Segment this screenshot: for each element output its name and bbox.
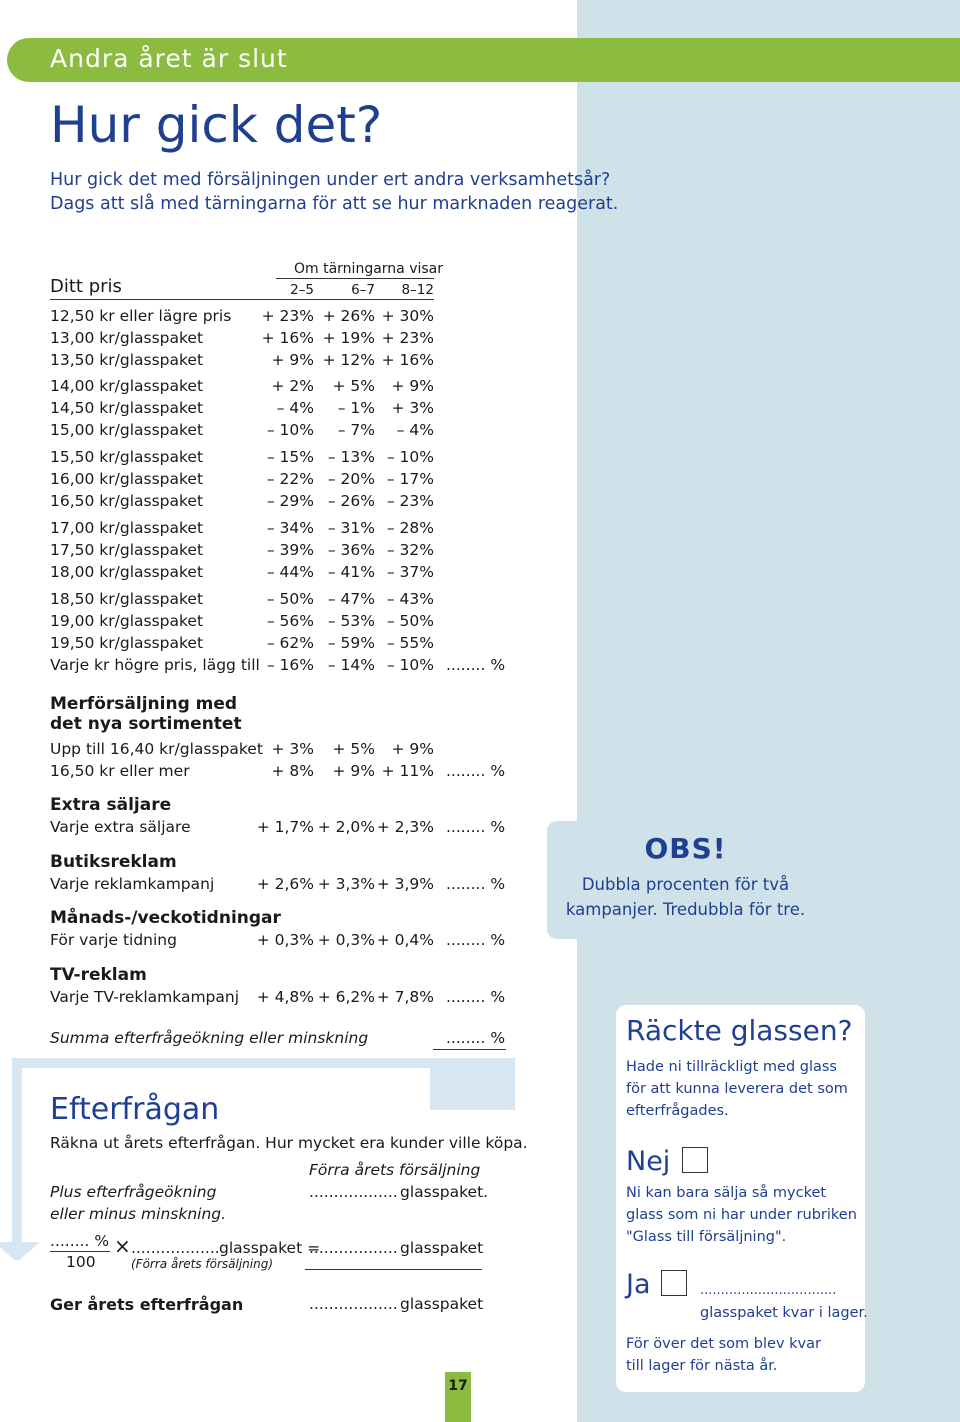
price-row-value: – 55% bbox=[386, 634, 434, 652]
price-row-value: + 9% bbox=[391, 377, 434, 395]
price-row-value: + 19% bbox=[322, 329, 375, 347]
merf-row-value: + 9% bbox=[332, 762, 375, 780]
intro-line-2: Dags att slå med tärningarna för att se hur marknaden reagerat. bbox=[50, 194, 619, 214]
manad-value: + 0,3% bbox=[317, 931, 375, 949]
column-header: 8–12 bbox=[401, 282, 434, 298]
price-row-value: – 15% bbox=[266, 448, 314, 466]
obs-title: OBS! bbox=[644, 832, 727, 865]
result-unit: glasspaket bbox=[400, 1239, 484, 1257]
obs-line-2: kampanjer. Tredubbla för tre. bbox=[565, 900, 806, 919]
blank-percent: ........ % bbox=[446, 818, 506, 836]
price-row-value: – 50% bbox=[266, 590, 314, 608]
blank-percent: ........ % bbox=[446, 762, 506, 780]
tv-heading: TV-reklam bbox=[50, 965, 147, 985]
card-title: Räckte glassen? bbox=[626, 1014, 853, 1047]
blank-percent: ........ % bbox=[446, 875, 506, 893]
price-row-value: – 34% bbox=[266, 519, 314, 537]
price-row-value: + 30% bbox=[381, 307, 434, 325]
price-row-value: – 14% bbox=[327, 656, 375, 674]
price-row-value: – 28% bbox=[386, 519, 434, 537]
ger-label: Ger årets efterfrågan bbox=[50, 1295, 244, 1314]
column-header: 6–7 bbox=[351, 282, 375, 298]
price-row-value: + 2% bbox=[271, 377, 314, 395]
extra-label: Varje extra säljare bbox=[50, 818, 191, 836]
price-row-value: – 59% bbox=[327, 634, 375, 652]
price-row-value: – 50% bbox=[386, 612, 434, 630]
price-row-value: – 10% bbox=[266, 421, 314, 439]
efter-title: Efterfrågan bbox=[50, 1092, 220, 1127]
price-row-label: 17,50 kr/glasspaket bbox=[50, 541, 204, 559]
efter-desc: Räkna ut årets efterfrågan. Hur mycket era kunder ville köpa. bbox=[50, 1134, 528, 1152]
foot-2: till lager för nästa år. bbox=[626, 1358, 778, 1374]
merf-row-value: + 8% bbox=[271, 762, 314, 780]
tv-label: Varje TV-reklamkampanj bbox=[50, 988, 240, 1006]
dice-header: Om tärningarna visar bbox=[294, 261, 444, 277]
merf-row-value: + 9% bbox=[391, 740, 434, 758]
price-row-value: – 10% bbox=[386, 656, 434, 674]
price-row-label: 18,50 kr/glasspaket bbox=[50, 590, 204, 608]
extra-value: + 2,3% bbox=[376, 818, 434, 836]
intro-line-1: Hur gick det med försäljningen under ert andra verksamhetsår? bbox=[50, 170, 611, 190]
price-row-value: – 20% bbox=[327, 470, 375, 488]
merf-row-value: + 5% bbox=[332, 740, 375, 758]
price-row-label: Varje kr högre pris, lägg till bbox=[50, 656, 260, 674]
price-row-value: + 23% bbox=[381, 329, 434, 347]
butik-value: + 3,9% bbox=[376, 875, 434, 893]
card-q-3: efterfrågades. bbox=[626, 1103, 729, 1119]
price-row-value: – 1% bbox=[337, 399, 375, 417]
blank-percent: ........ % bbox=[446, 931, 506, 949]
manad-label: För varje tidning bbox=[50, 931, 177, 949]
price-row-value: – 39% bbox=[266, 541, 314, 559]
price-row-value: + 5% bbox=[332, 377, 375, 395]
page-title: Hur gick det? bbox=[50, 96, 383, 154]
price-row-value: – 4% bbox=[276, 399, 314, 417]
price-row-value: – 13% bbox=[327, 448, 375, 466]
price-row-value: – 22% bbox=[266, 470, 314, 488]
ja-checkbox[interactable] bbox=[661, 1270, 687, 1296]
price-row-value: – 16% bbox=[266, 656, 314, 674]
blank-percent: ........ % bbox=[446, 988, 506, 1006]
price-row-value: + 9% bbox=[271, 351, 314, 369]
table-header-rule bbox=[50, 299, 434, 300]
price-row-label: 15,50 kr/glasspaket bbox=[50, 448, 204, 466]
price-row-value: – 31% bbox=[327, 519, 375, 537]
merf-row-value: + 11% bbox=[381, 762, 434, 780]
forra-label: Förra årets försäljning bbox=[309, 1161, 481, 1179]
price-row-label: 14,00 kr/glasspaket bbox=[50, 377, 204, 395]
price-row-label: 12,50 kr eller lägre pris bbox=[50, 307, 232, 325]
price-row-label: 14,50 kr/glasspaket bbox=[50, 399, 204, 417]
pct-numerator: ........ % bbox=[50, 1232, 110, 1250]
merf-heading-1: Merförsäljning med bbox=[50, 694, 238, 714]
merf-row-label: 16,50 kr eller mer bbox=[50, 762, 190, 780]
price-row-value: + 23% bbox=[261, 307, 314, 325]
extra-value: + 1,7% bbox=[256, 818, 314, 836]
plus-label: Plus efterfrågeökning bbox=[50, 1183, 217, 1201]
butik-label: Varje reklamkampanj bbox=[50, 875, 215, 893]
forra-dots: .................. bbox=[309, 1183, 398, 1201]
arrow-shape bbox=[0, 1050, 520, 1260]
butik-value: + 3,3% bbox=[317, 875, 375, 893]
times-sign: × bbox=[114, 1234, 131, 1258]
butik-heading: Butiksreklam bbox=[50, 852, 177, 872]
price-row-value: – 23% bbox=[386, 492, 434, 510]
price-row-label: 15,00 kr/glasspaket bbox=[50, 421, 204, 439]
price-row-value: – 32% bbox=[386, 541, 434, 559]
ger-dots: .................. bbox=[309, 1295, 398, 1313]
result-rule bbox=[305, 1269, 482, 1270]
ja-text: glasspaket kvar i lager. bbox=[700, 1305, 868, 1321]
price-row-value: – 10% bbox=[386, 448, 434, 466]
price-row-label: 19,50 kr/glasspaket bbox=[50, 634, 204, 652]
merf-heading-2: det nya sortimentet bbox=[50, 714, 242, 734]
extra-heading: Extra säljare bbox=[50, 795, 172, 815]
price-row-value: – 36% bbox=[327, 541, 375, 559]
manad-value: + 0,3% bbox=[256, 931, 314, 949]
price-row-value: – 43% bbox=[386, 590, 434, 608]
price-row-label: 18,00 kr/glasspaket bbox=[50, 563, 204, 581]
calc-dots: .................. bbox=[131, 1239, 220, 1257]
price-row-value: – 47% bbox=[327, 590, 375, 608]
nej-label: Nej bbox=[626, 1146, 671, 1177]
manad-value: + 0,4% bbox=[376, 931, 434, 949]
nej-checkbox[interactable] bbox=[682, 1147, 708, 1173]
manad-heading: Månads-/veckotidningar bbox=[50, 908, 281, 928]
price-row-value: – 56% bbox=[266, 612, 314, 630]
nej-text-2: glass som ni har under rubriken bbox=[626, 1207, 857, 1223]
minus-label: eller minus minskning. bbox=[50, 1205, 227, 1223]
summa-rule bbox=[433, 1049, 506, 1050]
price-row-value: – 44% bbox=[266, 563, 314, 581]
forra-unit: glasspaket. bbox=[400, 1183, 489, 1201]
price-row-label: 16,50 kr/glasspaket bbox=[50, 492, 204, 510]
column-header: 2–5 bbox=[290, 282, 314, 298]
price-row-value: – 7% bbox=[337, 421, 375, 439]
merf-row-value: + 3% bbox=[271, 740, 314, 758]
blank-percent: ........ % bbox=[446, 656, 506, 674]
nej-text-1: Ni kan bara sälja så mycket bbox=[626, 1185, 827, 1201]
tv-value: + 4,8% bbox=[256, 988, 314, 1006]
price-row-value: – 17% bbox=[386, 470, 434, 488]
price-row-label: 16,00 kr/glasspaket bbox=[50, 470, 204, 488]
price-row-value: + 12% bbox=[322, 351, 375, 369]
extra-value: + 2,0% bbox=[317, 818, 375, 836]
nej-text-3: "Glass till försäljning". bbox=[626, 1229, 787, 1245]
banner-title: Andra året är slut bbox=[50, 44, 288, 73]
price-row-value: – 62% bbox=[266, 634, 314, 652]
merf-row-label: Upp till 16,40 kr/glasspaket bbox=[50, 740, 263, 758]
ger-unit: glasspaket bbox=[400, 1295, 484, 1313]
price-row-value: + 3% bbox=[391, 399, 434, 417]
price-row-value: – 37% bbox=[386, 563, 434, 581]
tv-value: + 7,8% bbox=[376, 988, 434, 1006]
result-dots: .................. bbox=[309, 1239, 398, 1257]
price-row-value: + 16% bbox=[381, 351, 434, 369]
page-number: 17 bbox=[448, 1378, 468, 1394]
tv-value: + 6,2% bbox=[317, 988, 375, 1006]
fraction-bar bbox=[50, 1251, 110, 1252]
ja-dots: ................................. bbox=[700, 1283, 837, 1298]
price-row-label: 13,00 kr/glasspaket bbox=[50, 329, 204, 347]
pct-denominator: 100 bbox=[66, 1253, 96, 1271]
price-row-label: 17,00 kr/glasspaket bbox=[50, 519, 204, 537]
price-row-value: – 53% bbox=[327, 612, 375, 630]
summa-label: Summa efterfrågeökning eller minskning bbox=[50, 1029, 369, 1047]
price-row-label: 19,00 kr/glasspaket bbox=[50, 612, 204, 630]
calc-unit: glasspaket = bbox=[219, 1239, 321, 1257]
obs-line-1: Dubbla procenten för två bbox=[581, 875, 790, 894]
price-row-value: – 26% bbox=[327, 492, 375, 510]
ja-label: Ja bbox=[626, 1269, 651, 1300]
price-row-value: – 4% bbox=[396, 421, 434, 439]
foot-1: För över det som blev kvar bbox=[626, 1336, 821, 1352]
dice-header-rule bbox=[276, 278, 434, 279]
price-row-value: – 41% bbox=[327, 563, 375, 581]
summa-percent: ........ % bbox=[446, 1029, 506, 1047]
price-row-value: – 29% bbox=[266, 492, 314, 510]
price-row-value: + 26% bbox=[322, 307, 375, 325]
card-q-1: Hade ni tillräckligt med glass bbox=[626, 1059, 837, 1075]
card-q-2: för att kunna leverera det som bbox=[626, 1081, 848, 1097]
forra-paren: (Förra årets försäljning) bbox=[131, 1257, 274, 1271]
butik-value: + 2,6% bbox=[256, 875, 314, 893]
price-row-label: 13,50 kr/glasspaket bbox=[50, 351, 204, 369]
price-header: Ditt pris bbox=[50, 276, 122, 297]
price-row-value: + 16% bbox=[261, 329, 314, 347]
